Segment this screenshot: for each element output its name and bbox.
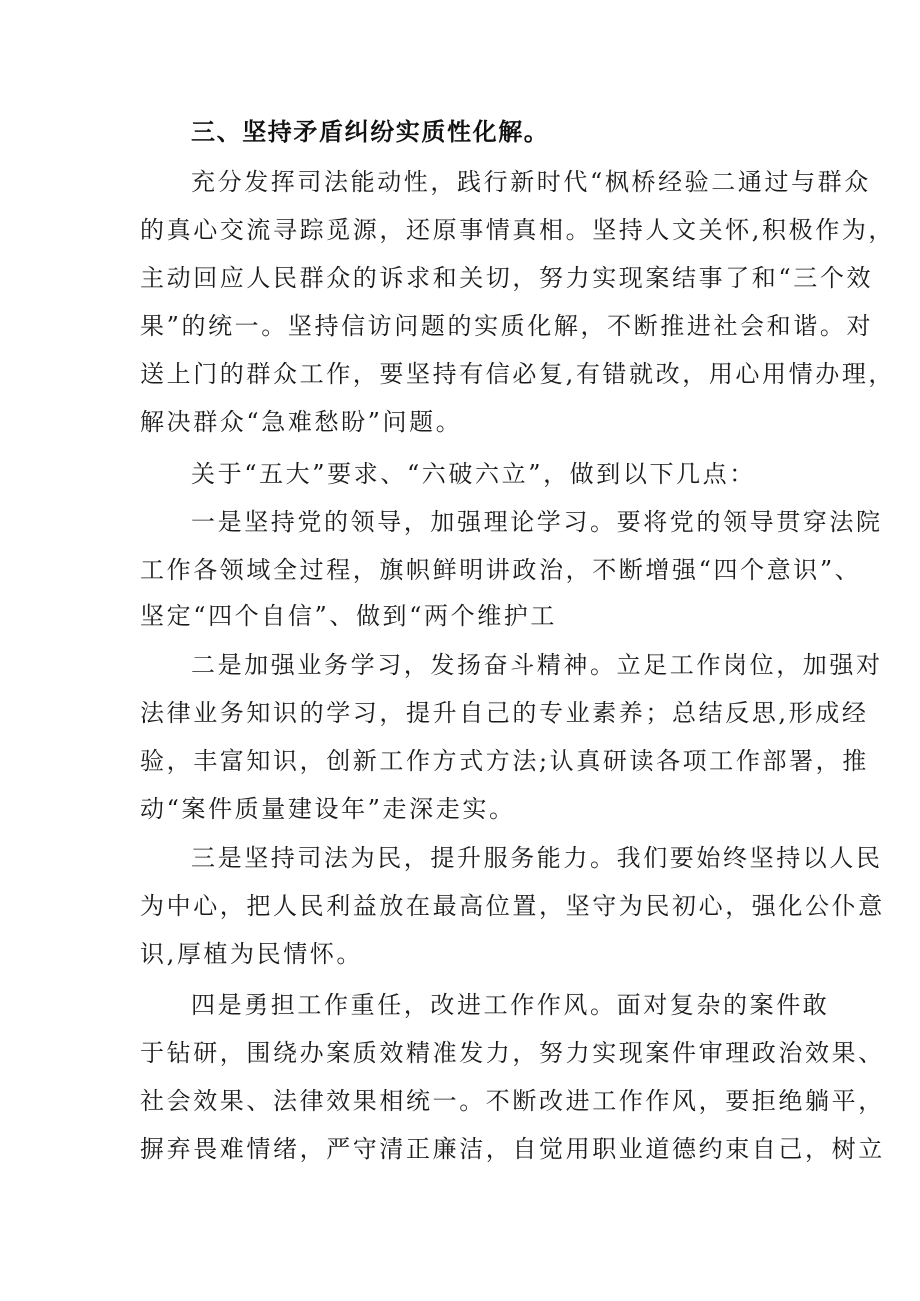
paragraph-line: 二是加强业务学习，发扬奋斗精神。立足工作岗位，加强对: [191, 651, 883, 679]
paragraph-line: 为中心，把人民利益放在最高位置，坚守为民初心，强化公仆意: [140, 892, 885, 920]
paragraph-line: 果”的统一。坚持信访问题的实质化解，不断推进社会和谐。对: [140, 312, 874, 340]
paragraph-line: 验，丰富知识，创新工作方式方法;认真研读各项工作部署，推: [140, 747, 869, 775]
paragraph-line: 解决群众“急难愁盼”问题。: [140, 408, 463, 436]
section-heading: 三、坚持矛盾纠纷实质性化解。: [191, 118, 550, 146]
paragraph-line: 于钻研，围绕办案质效精准发力，努力实现案件审理政治效果、: [140, 1039, 885, 1067]
paragraph-line: 工作各领域全过程，旗帜鲜明讲政治，不断增强“四个意识”、: [140, 556, 862, 584]
paragraph-line: 摒弃畏难情绪，严守清正廉洁，自觉用职业道德约束自己，树立: [140, 1135, 885, 1163]
paragraph-line: 三是坚持司法为民，提升服务能力。我们要始终坚持以人民: [191, 844, 883, 872]
paragraph-line: 送上门的群众工作，要坚持有信必复,有错就改，用心用情办理，: [140, 360, 896, 388]
paragraph-line: 法律业务知识的学习，提升自己的专业素养；总结反思,形成经: [140, 699, 869, 727]
paragraph-line: 一是坚持党的领导，加强理论学习。要将党的领导贯穿法院: [191, 508, 883, 536]
paragraph-line: 的真心交流寻踪觅源，还原事情真相。坚持人文关怀,积极作为，: [140, 216, 896, 244]
paragraph-line: 四是勇担工作重任，改进工作作风。面对复杂的案件敢: [191, 991, 830, 1019]
paragraph-line: 关于“五大”要求、“六破六立”，做到以下几点：: [191, 460, 756, 488]
paragraph-line: 识,厚植为民情怀。: [140, 940, 364, 968]
paragraph-line: 社会效果、法律效果相统一。不断改进工作作风，要拒绝躺平，: [140, 1087, 885, 1115]
paragraph-line: 主动回应人民群众的诉求和关切，努力实现案结事了和“三个效: [140, 264, 874, 292]
paragraph-line: 动“案件质量建设年”走深走实。: [140, 795, 516, 823]
paragraph-line: 充分发挥司法能动性，践行新时代“枫桥经验二通过与群众: [191, 168, 871, 196]
paragraph-line: 坚定“四个自信”、做到“两个维护工: [140, 602, 558, 630]
